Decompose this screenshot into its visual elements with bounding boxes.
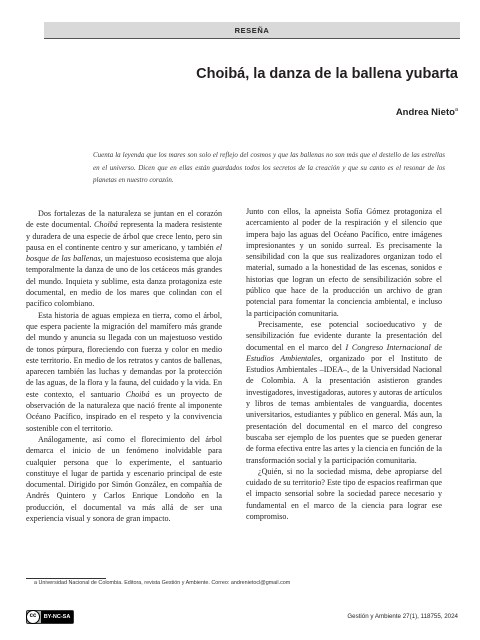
author-affiliation-mark: a bbox=[454, 107, 458, 113]
text-run: Dos fortalezas de la naturaleza se juntan en el corazón de este documental. bbox=[26, 209, 222, 230]
footnote bbox=[34, 580, 290, 586]
footnote-divider bbox=[26, 578, 106, 579]
epigraph: Cuenta la leyenda que los mares son solo el reflejo del cosmos y que las ballenas no son más que el destello de las estrellas en el universo. Dicen que en ellas están guardados todos los secretos de la creación y que su canto es el resonar de los planetas en nuestro corazón. bbox=[93, 151, 445, 184]
footnote-mark: a bbox=[34, 580, 37, 586]
section-header-bar bbox=[44, 22, 460, 38]
italic-run: Choibá bbox=[94, 220, 118, 230]
license-label: BY-NC-SA bbox=[41, 611, 73, 623]
author-name: Andrea Nieto bbox=[395, 107, 455, 119]
section-divider bbox=[44, 38, 460, 39]
italic-run: Choibá bbox=[125, 389, 150, 399]
body-column-right bbox=[246, 206, 442, 522]
cc-license-badge[interactable] bbox=[26, 610, 74, 624]
article-title: Choibá, la danza de la ballena yubarta bbox=[196, 66, 458, 82]
article-author bbox=[396, 107, 458, 118]
paragraph: Junto con ellos, la apneista Sofía Gómez protagoniza el acercamiento al poder de la respiración y el silencio que impera bajo las aguas del Océano Pacífico, entre imágenes impresionantes y un sonido surreal. Es precisamente la sensibilidad con la que sus realizadores organizan todo el material, sumado a la honestidad de las escenas, sonidos e historias que logran un efecto de sensibilización sobre el público que hace de la producción un archivo de gran potencial para fomentar la conciencia ambiental, e incluso la participación comunitaria. bbox=[246, 207, 442, 318]
italic-run: el bosque de las ballenas bbox=[26, 242, 222, 264]
text-run: es un proyecto de observación de la naturaleza que nació frente al imponente Océano Pacífico, inspirado en el respeto y la convivencia sostenible con el territorio. bbox=[26, 389, 222, 433]
paragraph bbox=[26, 310, 222, 434]
text-run: representa la madera resistente y duradera de una especie de árbol que crece lento, pero sin pausa en el continente centro y sur americano, y también bbox=[26, 220, 222, 252]
text-run: , un majestuoso ecosistema que aloja temporalmente la danza de uno de los cetáceos más grandes del mundo. Inquieta y sublime, esta danza protagoniza este documental, en medio de los mares que colindan con el pacífico colombiano. bbox=[26, 254, 223, 309]
creative-commons-icon: cc bbox=[26, 610, 40, 624]
paragraph: Análogamente, así como el florecimiento del árbol demarca el inicio de un fenómeno inolvidable para cualquier persona que lo experimente, el santuario constituye el lugar de partida y escenario principal de este documental. Dirigido por Simón González, en compañía de Andrés Quintero y Carlos Enrique Londoño en la producción, el documental va más allá de ser una experiencia visual y sonora de gran impacto. bbox=[26, 434, 222, 524]
journal-reference: Gestión y Ambiente 27(1), 118755, 2024 bbox=[347, 613, 458, 620]
text-run: Esta historia de aguas empieza en tierra, como el árbol, que espera paciente la migración del mamífero más grande del mundo y anuncia su llegada con un majestuoso vestido de tonos púrpura, floreciendo con fuerza y color en medio este territorio. En medio de los retratos y cantos de ballenas, aparecen también las luchas y demandas por la protección de las aguas, de la flora y la fauna, del cuidado y la vida. En este contexto, el santuario bbox=[26, 310, 222, 399]
text-run: Precisamente, ese potencial socioeducativo y de sensibilización fue evidente durante la presentación del documental en el marco del bbox=[246, 319, 442, 352]
italic-run: I Congreso Internacional de Estudios Ambientales bbox=[246, 342, 443, 363]
paragraph: ¿Quién, si no la sociedad misma, debe apropiarse del cuidado de su territorio? Este tipo de espacios reafirman que el impacto sensorial sobre la sociedad parece necesario y fundamental en el marco de la ciencia para lograr ese compromiso. bbox=[246, 466, 442, 522]
paragraph bbox=[26, 208, 222, 310]
paragraph bbox=[246, 319, 442, 466]
section-label: RESEÑA bbox=[234, 26, 270, 35]
body-column-left bbox=[26, 208, 222, 524]
footnote-text: Universidad Nacional de Colombia. Editora, revista Gestión y Ambiente. Correo: andrenietocl@gmail.com bbox=[38, 580, 291, 586]
text-run: , organizado por el Instituto de Estudios Ambientales –IDEA–, de la Universidad Nacional de Colombia. A la presentación asistieron grandes investigadores, investigadoras, autores y autoras de artículos y libros de temas ambientales de vanguardia, docentes universitarios, estudiantes y público en general. Más aun, la presentación del documental en el marco del congreso buscaba ser ejemplo de los puentes que se pueden generar de forma efectiva entre las artes y la ciencia en función de la transformación social y la participación comunitaria. bbox=[246, 353, 442, 465]
